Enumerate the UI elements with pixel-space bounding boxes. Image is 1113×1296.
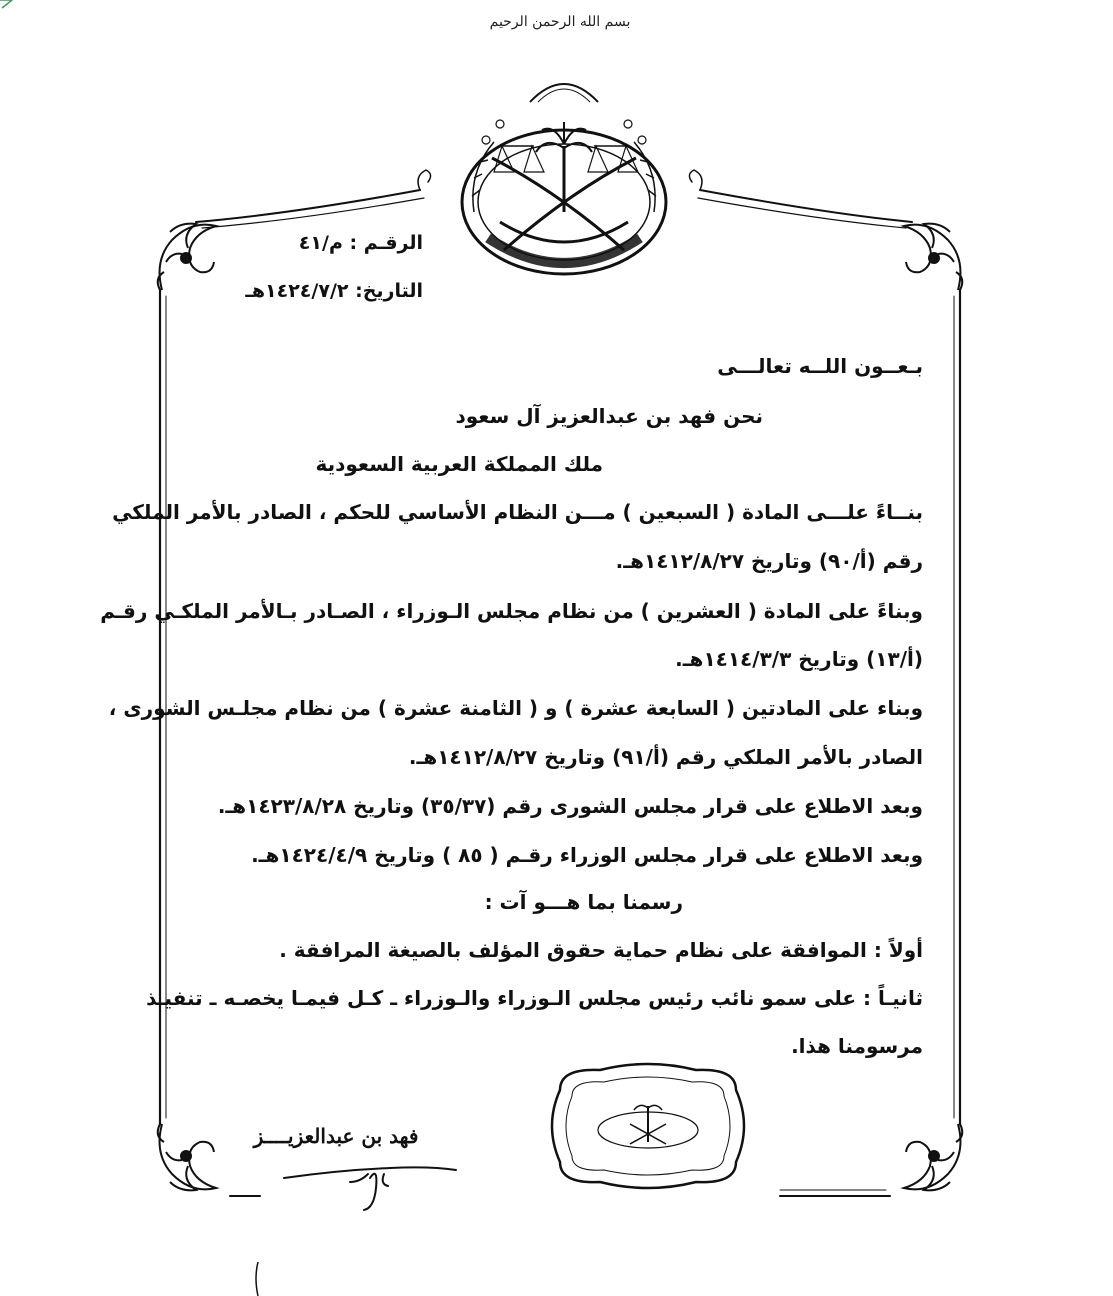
issuer-line: نحن فهد بن عبدالعزيز آل سعود xyxy=(455,404,763,428)
certification-stamp xyxy=(540,1060,755,1193)
paragraph-2-line-1: وبناءً على المادة ( العشرين ) من نظام مجلس الـوزراء ، الصـادر بـالأمر الملكـي رقـم xyxy=(100,599,923,623)
issuer-title: ملك المملكة العربية السعودية xyxy=(315,452,603,476)
handwritten-signature xyxy=(280,1148,460,1218)
paragraph-1-line-2: رقم (أ/٩٠) وتاريخ ١٤١٢/٨/٢٧هـ. xyxy=(615,549,923,573)
decree-date: التاريخ: ١٤٢٤/٧/٢هـ xyxy=(245,280,423,302)
paragraph-1-line-1: بنــاءً علـــى المادة ( السبعين ) مـــن النظام الأساسي للحكم ، الصادر بالأمر الملكي xyxy=(112,500,923,524)
paragraph-5: وبعد الاطلاع على قرار مجلس الوزراء رقـم ( ٨٥ ) وتاريخ ١٤٢٤/٤/٩هـ. xyxy=(251,843,923,867)
article-first: أولاً : الموافقة على نظام حماية حقوق المؤلف بالصيغة المرافقة . xyxy=(279,938,923,962)
decree-number: الرقـم : م/٤١ xyxy=(298,232,423,254)
article-second: ثانيـاً : على سمو نائب رئيس مجلس الـوزراء والـوزراء ـ كـل فيمـا يخصـه ـ تنفيـذ xyxy=(146,986,923,1010)
scan-edge-mark xyxy=(252,1262,262,1296)
decree-intro: رسمنا بما هـــو آت : xyxy=(484,890,683,914)
paragraph-2-line-2: (أ/١٣) وتاريخ ١٤١٤/٣/٣هـ. xyxy=(675,647,923,671)
basmala: بسم الله الرحمن الرحيم xyxy=(489,14,631,30)
paragraph-3-line-2: الصادر بالأمر الملكي رقم (أ/٩١) وتاريخ ١٤١٢/٨/٢٧هـ. xyxy=(408,745,923,769)
paragraph-4: وبعد الاطلاع على قرار مجلس الشورى رقم (٣٥/٣٧) وتاريخ ١٤٢٣/٨/٢٨هـ. xyxy=(217,794,923,818)
invocation: بـعــون اللــه تعالـــى xyxy=(717,354,923,378)
paragraph-3-line-1: وبناء على المادتين ( السابعة عشرة ) و ( الثامنة عشرة ) من نظام مجلـس الشورى ، xyxy=(108,696,923,720)
closing-line: مرسومنا هذا. xyxy=(791,1034,923,1058)
signatory-name: فهد بن عبدالعزيــــز xyxy=(253,1124,419,1148)
royal-court-emblem xyxy=(448,62,680,280)
